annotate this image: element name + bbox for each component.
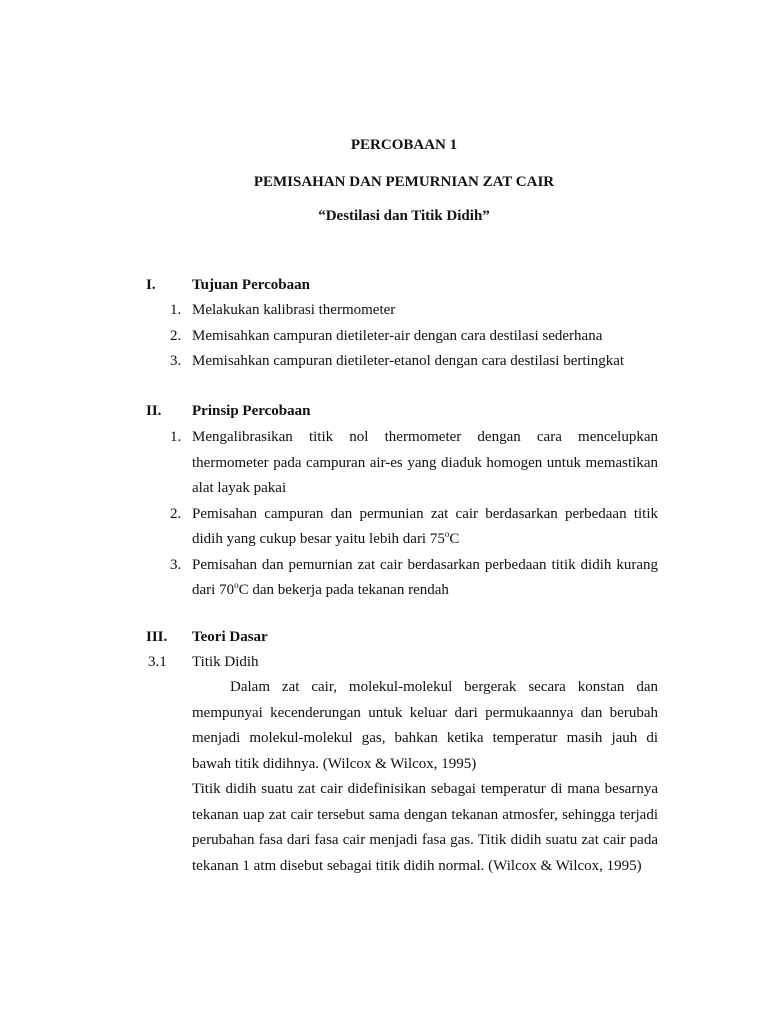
degree-mark: o: [234, 580, 239, 590]
list-item: [170, 324, 658, 350]
list-text: Melakukan kalibrasi thermometer: [192, 302, 396, 318]
list-item: [170, 349, 658, 375]
experiment-heading: PERCOBAAN 1: [350, 137, 458, 153]
principle-3-text: Pemisahan dan pemurnian zat cair berdasarkan perbedaan titik didih kurang dari 70: [192, 556, 658, 598]
list-number: 3.: [170, 556, 182, 573]
subsection-number: 3.1: [148, 654, 167, 670]
list-number: 1.: [170, 429, 182, 445]
list-text: Memisahkan campuran dietileter-air dengan cara destilasi sederhana: [192, 327, 603, 344]
list-text: [192, 553, 658, 604]
list-text: Mengalibrasikan titik nol thermometer dengan cara mencelupkan thermometer pada campuran air-es yang diaduk homogen untuk memastikan alat layak pakai: [192, 429, 658, 496]
principle-2-text: Pemisahan campuran dan permunian zat cair berdasarkan perbedaan titik didih yang cukup besar yaitu lebih dari 75: [192, 505, 658, 547]
list-text: [192, 502, 658, 553]
principle-3-text-end: C dan bekerja pada tekanan rendah: [238, 582, 449, 598]
list-item: [170, 553, 658, 604]
document-subtitle: “Destilasi dan Titik Didih”: [318, 208, 490, 224]
section-1-number: I.: [146, 277, 156, 293]
section-2-title: Prinsip Percobaan: [192, 403, 311, 419]
theory-paragraph-1: Dalam zat cair, molekul-molekul bergerak secara konstan dan mempunyai kecenderungan untuk keluar dari permukaannya dan berubah menjadi molekul-molekul gas, bahkan ketika temperatur masih jauh di bawah titik didihnya. (Wilcox & Wilcox, 1995): [192, 679, 658, 772]
list-number: 3.: [170, 353, 182, 369]
section-3-number: III.: [146, 629, 168, 645]
section-2-number: II.: [146, 403, 162, 419]
list-number: 1.: [170, 302, 182, 318]
theory-paragraph-2: Titik didih suatu zat cair didefinisikan sebagai temperatur di mana besarnya tekanan uap zat cair tersebut sama dengan tekanan atmosfer, sehingga terjadi perubahan fasa dari fasa cair menjadi fasa gas. Titik didih suatu zat cair pada tekanan 1 atm disebut sebagai titik didih normal. (Wilcox & Wilcox, 1995): [192, 781, 658, 874]
list-number: 2.: [170, 505, 182, 522]
subsection-title: Titik Didih: [192, 654, 259, 670]
list-item: [170, 502, 658, 553]
degree-mark: o: [444, 529, 450, 539]
list-item: [170, 298, 658, 324]
objectives-list: [170, 298, 658, 375]
list-item: [170, 425, 658, 502]
list-number: 2.: [170, 327, 182, 344]
principles-list: [170, 425, 658, 604]
document-title: PEMISAHAN DAN PEMURNIAN ZAT CAIR: [253, 174, 555, 190]
section-1-title: Tujuan Percobaan: [192, 277, 310, 293]
list-text: Memisahkan campuran dietileter-etanol dengan cara destilasi bertingkat: [192, 353, 625, 369]
section-3-title: Teori Dasar: [192, 629, 268, 645]
celsius-unit: C: [449, 531, 460, 547]
